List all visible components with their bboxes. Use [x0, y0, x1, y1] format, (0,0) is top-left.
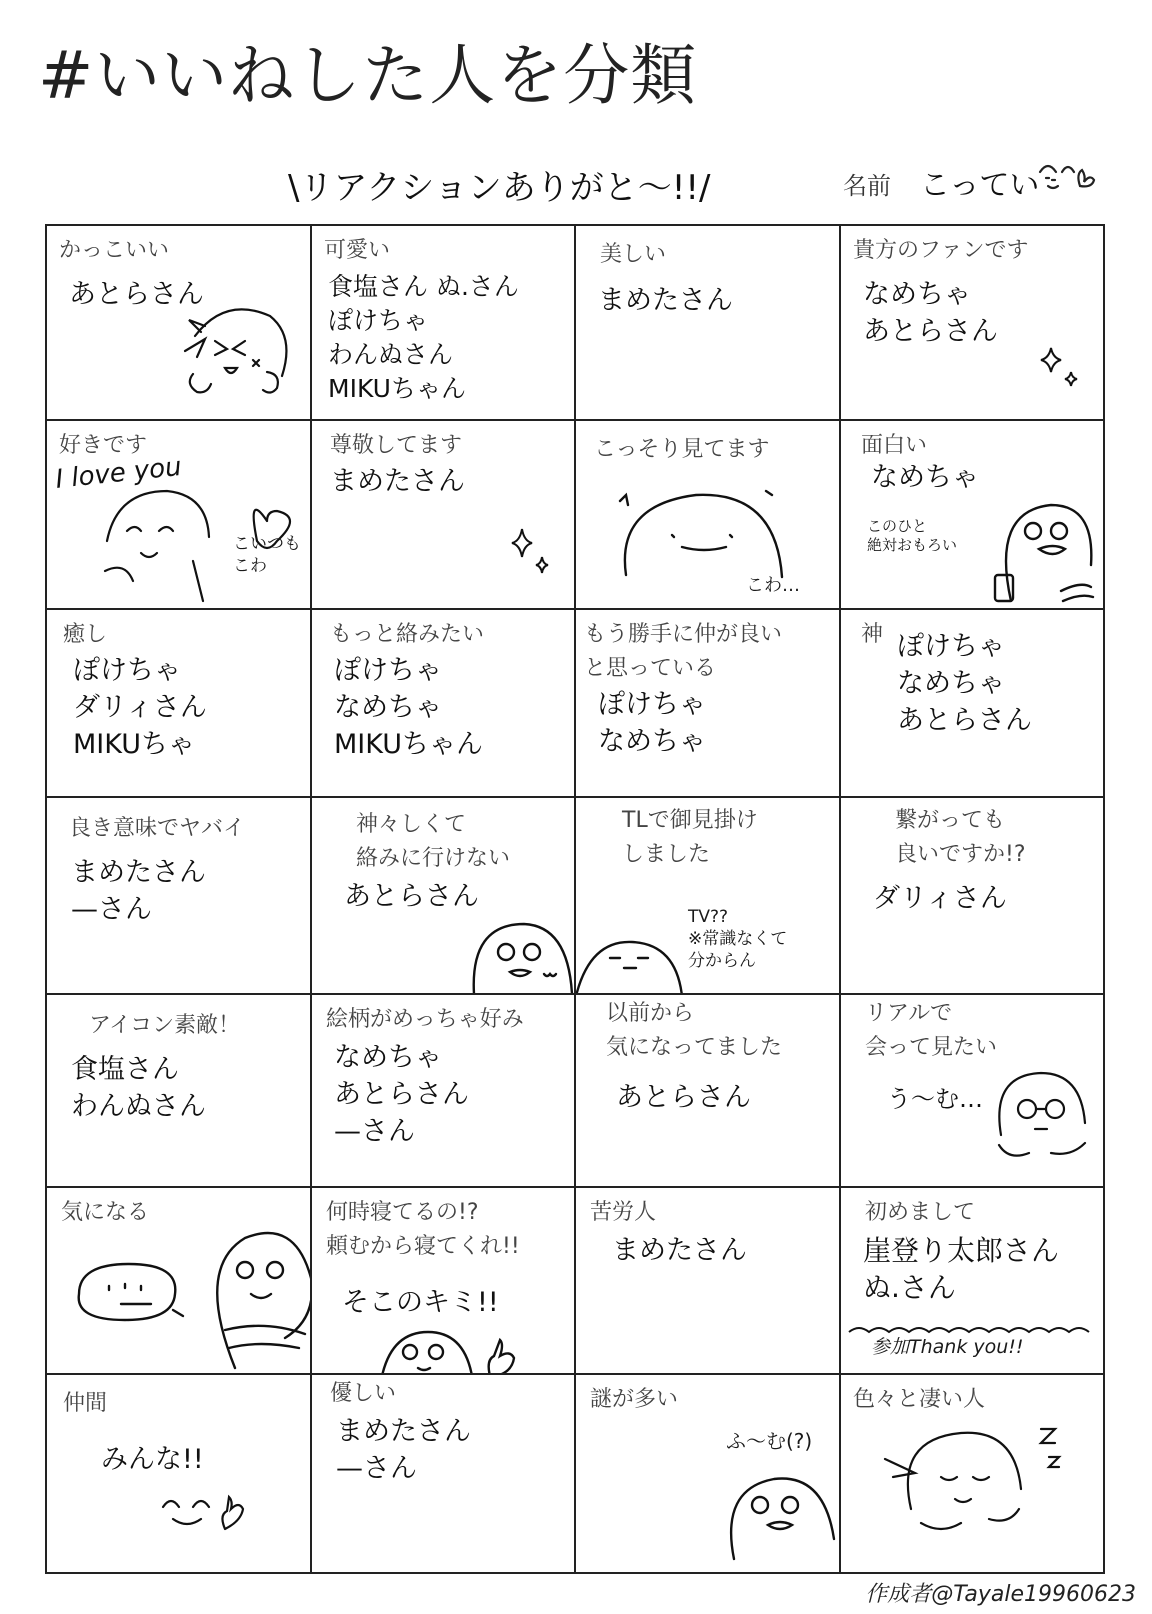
cell-names: なめちゃ あとらさん —さん [334, 1042, 469, 1147]
cell-names: みんな!! [101, 1444, 204, 1475]
cell-label: もっと絡みたい [330, 622, 485, 647]
cell-label: 面白い [861, 433, 928, 458]
grid-cell [841, 995, 1103, 1188]
grid-cell [841, 1375, 1103, 1572]
grid-cell [841, 421, 1103, 610]
cell-note: TV?? ※常識なくて 分からん [688, 907, 788, 971]
peeking-face-icon [205, 1218, 312, 1375]
thinking-face-icon [726, 1459, 836, 1563]
cell-names: 食塩さん わんぬさん [71, 1054, 206, 1122]
cell-label: 何時寝てるの!? 頼むから寝てくれ!! [326, 1200, 520, 1259]
sleepy-blob-icon [576, 928, 686, 995]
cell-names: まめたさん [598, 285, 733, 316]
grid-cell [841, 798, 1103, 995]
cell-label: かっこいい [59, 238, 170, 263]
cell-label: 仲間 [63, 1391, 108, 1416]
sparkle-icon [1037, 344, 1087, 394]
character-with-glasses-icon [991, 1065, 1091, 1165]
cell-label: もう勝手に仲が良い と思っている [584, 622, 783, 681]
cell-label: 優しい [330, 1381, 397, 1406]
cell-names: I love you [54, 451, 183, 495]
grid-cell [312, 995, 576, 1188]
peeking-face-icon [470, 914, 576, 994]
cell-label: 貴方のファンです [853, 238, 1029, 263]
cell-label: 好きです [59, 433, 148, 458]
grid-cell [576, 226, 841, 421]
grid-cell [576, 1375, 841, 1572]
author-credit: 作成者@Tayale19960623 [865, 1582, 1136, 1607]
cell-names: そこのキミ!! [342, 1287, 499, 1318]
grid-cell [47, 1188, 312, 1375]
cell-label: 可愛い [324, 238, 391, 263]
cell-names: ぽけちゃ ダリィさん MIKUちゃ [73, 655, 207, 760]
sleeping-character-icon [881, 1419, 1091, 1539]
cell-label: 苦労人 [590, 1200, 657, 1225]
grid-cell [47, 1375, 312, 1572]
cell-label: 神 [861, 622, 884, 647]
peace-sign-face-icon [159, 1493, 249, 1533]
cell-names: まめたさん —さん [336, 1416, 471, 1484]
grid-cell [312, 421, 576, 610]
cell-names: あとらさん [69, 279, 204, 310]
cell-label: 神々しくて 絡みに行けない [356, 812, 511, 871]
grid-cell [47, 798, 312, 995]
cell-names: ぽけちゃ なめちゃ あとらさん [897, 631, 1032, 736]
grid-cell [576, 610, 841, 798]
pointing-face-icon [378, 1328, 528, 1375]
grid-cell [312, 1188, 576, 1375]
grid-cell [841, 226, 1103, 421]
cell-label: 尊敬してます [330, 433, 463, 458]
peace-sign-doodle-icon [1036, 158, 1096, 202]
grid-cell [47, 421, 312, 610]
name-value: こってい [920, 168, 1040, 203]
cell-label: こっそり見てます [594, 437, 770, 462]
grid-cell [841, 610, 1103, 798]
character-drawing-icon [175, 296, 305, 406]
cell-label: 良き意味でヤバイ [69, 816, 246, 841]
cell-names: ぽけちゃ なめちゃ [598, 689, 706, 757]
peeking-blob-icon [612, 479, 802, 579]
page-title: #いいねした人を分類 [38, 37, 698, 114]
cell-label: 以前から 気になってました [606, 1001, 783, 1060]
cell-names: ぽけちゃ なめちゃ MIKUちゃん [334, 655, 484, 760]
speech-bubble-icon [69, 1258, 189, 1328]
cell-label: 絵柄がめっちゃ好み [326, 1007, 524, 1032]
sparkle-icon [508, 525, 558, 581]
cell-note: こわ… [746, 575, 800, 596]
cell-label: 繋がっても 良いですか!? [895, 808, 1026, 867]
cell-label: TLで御見掛け しました [622, 808, 758, 867]
cell-label: アイコン素敵！ [89, 1013, 241, 1038]
cell-label: 初めまして [865, 1200, 976, 1225]
grid-cell [576, 995, 841, 1188]
classification-grid [45, 224, 1105, 1574]
subtitle: \リアクションありがと〜!!/ [288, 168, 711, 208]
grid-cell [576, 421, 841, 610]
cell-names: 崖登り太郎さん ぬ.さん [863, 1234, 1060, 1304]
grid-cell [576, 1188, 841, 1375]
cell-names: あとらさん [344, 881, 479, 912]
cell-note: このひと 絶対おもろい [867, 517, 958, 554]
name-label: 名前 [843, 172, 891, 200]
cell-names: あとらさん [616, 1082, 751, 1113]
cell-label: 美しい [600, 242, 667, 267]
cell-names: なめちゃ [871, 462, 979, 493]
cell-names: 食塩さん ぬ.さん ぽけちゃ わんぬさん MIKUちゃん [328, 272, 519, 403]
cell-names: まめたさん —さん [71, 857, 206, 925]
cell-names: まめたさん [330, 466, 465, 497]
grid-cell [841, 1188, 1103, 1375]
cell-label: リアルで 会って見たい [865, 1001, 998, 1060]
cell-names: う〜む… [887, 1085, 983, 1113]
grid-cell [312, 798, 576, 995]
cell-label: 癒し [63, 622, 108, 647]
cell-note: 参加Thank you!! [871, 1336, 1024, 1358]
grid-cell [312, 226, 576, 421]
cell-names: なめちゃ あとらさん [863, 279, 998, 347]
grid-cell [47, 995, 312, 1188]
cell-label: 色々と凄い人 [853, 1387, 986, 1412]
grid-cell [312, 610, 576, 798]
grid-cell [47, 226, 312, 421]
grid-cell [47, 610, 312, 798]
cell-label: 気になる [61, 1200, 150, 1225]
cell-note: こいつも こわ [233, 534, 301, 576]
grid-cell [576, 798, 841, 995]
cell-names: まめたさん [612, 1235, 747, 1266]
cell-label: 謎が多い [590, 1387, 679, 1412]
grid-cell [312, 1375, 576, 1572]
cell-note: ふ〜む(?) [726, 1429, 813, 1453]
round-face-with-phone-icon [991, 491, 1101, 606]
cell-names: ダリィさん [873, 883, 1007, 914]
